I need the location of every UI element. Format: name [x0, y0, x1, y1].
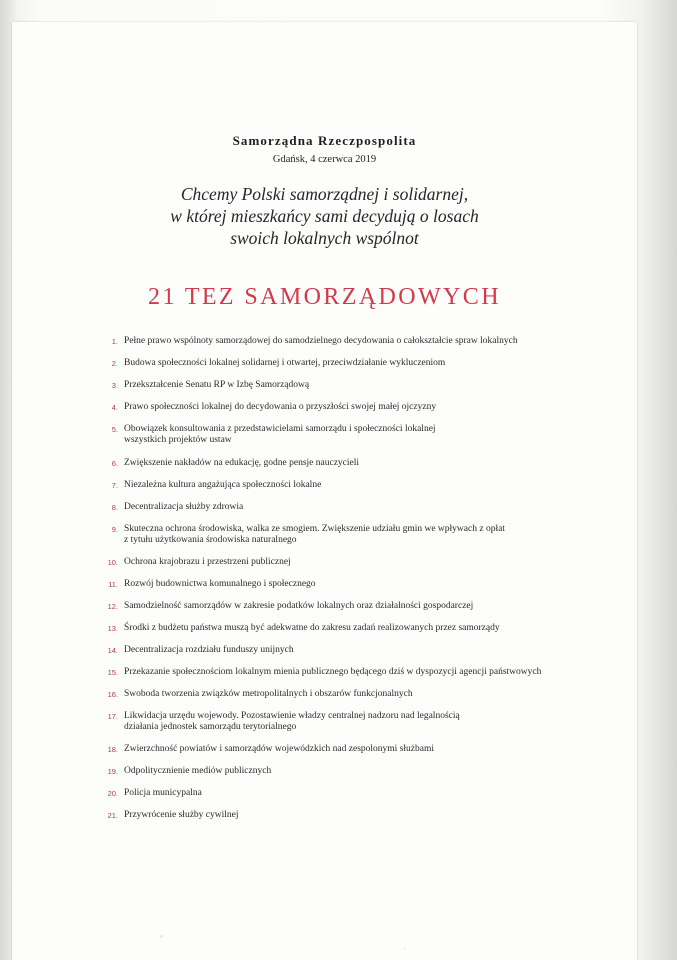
thesis-item [12, 766, 637, 790]
theses-list [12, 22, 637, 960]
thesis-item [12, 502, 637, 526]
thesis-text: Przekazanie społecznościom lokalnym mienia publicznego będącego dziś w dyspozycji agencji państwowych [124, 667, 542, 677]
thesis-text: Zwierzchność powiatów i samorządów wojewódzkich nad zespolonymi służbami [124, 744, 434, 754]
thesis-item [12, 810, 637, 834]
thesis-item [12, 358, 637, 382]
thesis-number: 3. [111, 381, 118, 390]
thesis-item [12, 380, 637, 404]
thesis-text: Prawo społeczności lokalnej do decydowania o przyszłości swojej małej ojczyzny [124, 402, 437, 412]
date-line: Gdańsk, 4 czerwca 2019 [272, 154, 377, 165]
thesis-number: 10. [107, 558, 118, 567]
thesis-number: 8. [111, 503, 118, 512]
thesis-number: 13. [107, 624, 118, 633]
scan-speck [160, 935, 163, 938]
thesis-text: Ochrona krajobrazu i przestrzeni publicznej [124, 557, 291, 567]
slogan-line: Chcemy Polski samorządnej i solidarnej, [180, 184, 469, 204]
thesis-number: 19. [107, 767, 118, 776]
thesis-number: 9. [111, 525, 118, 534]
thesis-item [12, 424, 637, 448]
thesis-number: 1. [111, 337, 118, 346]
thesis-number: 5. [111, 425, 118, 434]
thesis-text: Likwidacja urzędu wojewody. Pozostawienie władzy centralnej nadzoru nad legalnością działania jednostek samorządu terytorialnego [124, 711, 460, 732]
thesis-text: Niezależna kultura angażująca społeczności lokalne [124, 480, 322, 490]
organization-name: Samorządna Rzeczpospolita [232, 133, 417, 148]
thesis-text: Skuteczna ochrona środowiska, walka ze smogiem. Zwiększenie udziału gmin we wpływach z opłat z tytułu użytkowania środowiska naturalnego [124, 524, 505, 545]
thesis-text: Samodzielność samorządów w zakresie podatków lokalnych oraz działalności gospodarczej [124, 601, 474, 611]
thesis-item [12, 557, 637, 581]
thesis-item [12, 480, 637, 504]
thesis-number: 15. [107, 668, 118, 677]
thesis-item [12, 336, 637, 360]
thesis-number: 16. [107, 690, 118, 699]
thesis-text: Decentralizacja rozdziału funduszy unijnych [124, 645, 294, 655]
thesis-item [12, 645, 637, 669]
thesis-number: 7. [111, 481, 118, 490]
thesis-item [12, 402, 637, 426]
thesis-number: 17. [107, 712, 118, 721]
thesis-text: Zwiększenie nakładów na edukację, godne pensje nauczycieli [124, 458, 360, 468]
thesis-item [12, 711, 637, 735]
thesis-text: Obowiązek konsultowania z przedstawicielami samorządu i społeczności lokalnej wszystkich projektów ustaw [124, 424, 436, 445]
thesis-number: 14. [107, 646, 118, 655]
slogan-line: swoich lokalnych wspólnot [230, 228, 419, 248]
thesis-number: 11. [108, 580, 118, 589]
document-title: 21 TEZ SAMORZĄDOWYCH [148, 284, 501, 310]
thesis-text: Policja municypalna [124, 788, 202, 798]
thesis-text: Decentralizacja służby zdrowia [124, 502, 244, 512]
thesis-text: Budowa społeczności lokalnej solidarnej i otwartej, przeciwdziałanie wykluczeniom [124, 358, 446, 368]
thesis-number: 21. [107, 811, 118, 820]
thesis-item [12, 601, 637, 625]
thesis-number: 20. [107, 789, 118, 798]
thesis-number: 18. [107, 745, 118, 754]
thesis-item [12, 689, 637, 713]
thesis-text: Odpolitycznienie mediów publicznych [124, 766, 272, 776]
thesis-item [12, 623, 637, 647]
thesis-item [12, 579, 637, 603]
slogan-line: w której mieszkańcy sami decydują o losach [170, 206, 479, 226]
thesis-item [12, 458, 637, 482]
thesis-number: 6. [111, 459, 118, 468]
thesis-number: 4. [111, 403, 118, 412]
thesis-item [12, 744, 637, 768]
thesis-item [12, 524, 637, 548]
thesis-text: Rozwój budownictwa komunalnego i społecznego [124, 579, 316, 589]
paper-sheet [12, 22, 637, 960]
thesis-number: 2. [111, 359, 118, 368]
thesis-number: 12. [107, 602, 118, 611]
scan-speck [404, 948, 406, 950]
thesis-text: Przekształcenie Senatu RP w Izbę Samorządową [124, 380, 310, 390]
thesis-text: Pełne prawo wspólnoty samorządowej do samodzielnego decydowania o całokształcie spraw lokalnych [124, 336, 518, 346]
thesis-item [12, 788, 637, 812]
thesis-item [12, 667, 637, 691]
thesis-text: Środki z budżetu państwa muszą być adekwatne do zakresu zadań realizowanych przez samorządy [124, 623, 500, 633]
thesis-text: Przywrócenie służby cywilnej [124, 810, 239, 820]
thesis-text: Swoboda tworzenia związków metropolitalnych i obszarów funkcjonalnych [124, 689, 413, 699]
